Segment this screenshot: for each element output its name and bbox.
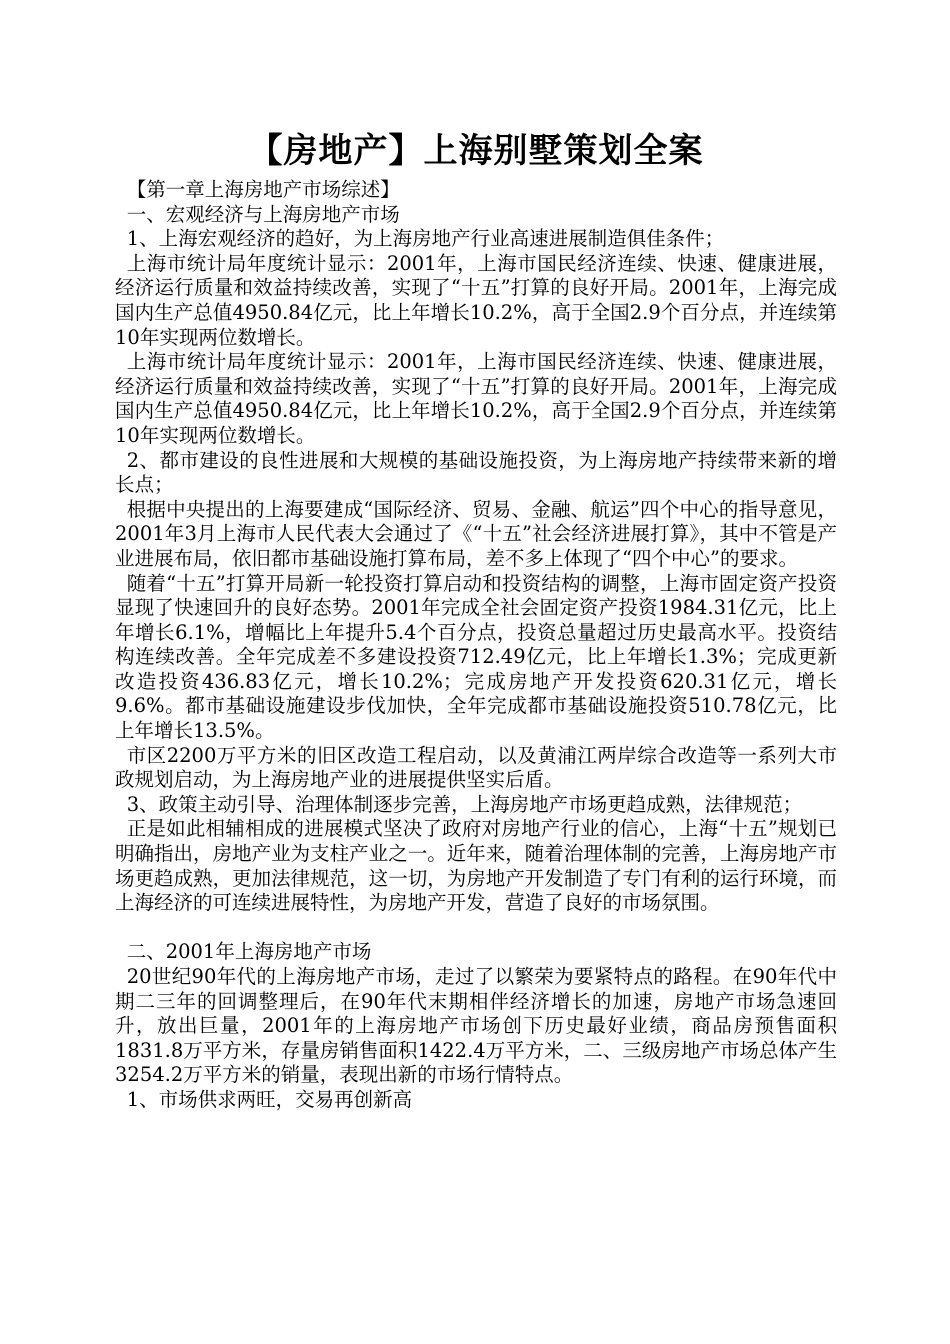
paragraph: 随着“十五”打算开局新一轮投资打算启动和投资结构的调整，上海市固定资产投资显现了快速回升的良好态势。2001年完成全社会固定资产投资1984.31亿元，比上年增长6.1%，增幅比上年提升5.4个百分点，投资总量超过历史最高水平。投资结构连续改善。全年完成差不多建设投资712.49亿元，比上年增长1.3%；完成更新改造投资436.83亿元，增长10.2%；完成房地产开发投资620.31亿元，增长9.6%。都市基础设施建设步伐加快，全年完成都市基础设施投资510.78亿元，比上年增长13.5%。 (115, 571, 837, 743)
item-heading: 1、上海宏观经济的趋好，为上海房地产行业高速进展制造俱佳条件； (126, 227, 725, 251)
item-heading: 2、都市建设的良性进展和大规模的基础设施投资，为上海房地产持续带来新的增长点； (115, 448, 837, 497)
paragraph: 20世纪90年代的上海房地产市场，走过了以繁荣为要紧特点的路程。在90年代中期二三年的回调整理后，在90年代末期相伴经济增长的加速，房地产市场急速回升，放出巨量，2001年的上海房地产市场创下历史最好业绩，商品房预售面积1831.8万平方米，存量房销售面积1422.4万平方米，二、三级房地产市场总体产生3254.2万平方米的销量，表现出新的市场行情特点。 (115, 965, 837, 1087)
item-heading: 1、市场供求两旺，交易再创新高 (126, 1087, 413, 1111)
item-heading: 3、政策主动引导、治理体制逐步完善，上海房地产市场更趋成熟，法律规范； (126, 792, 803, 816)
paragraph: 上海市统计局年度统计显示：2001年，上海市国民经济连续、快速、健康进展，经济运行质量和效益持续改善，实现了“十五”打算的良好开局。2001年，上海完成国内生产总值4950.84亿元，比上年增长10.2%，高于全国2.9个百分点，并连续第10年实现两位数增长。 (115, 251, 837, 349)
section-heading: 一、宏观经济与上海房地产市场 (126, 202, 400, 226)
paragraph: 根据中央提出的上海要建成“国际经济、贸易、金融、航运”四个中心的指导意见，2001年3月上海市人民代表大会通过了《“十五”社会经济进展打算》，其中不管是产业进展布局，依旧都市基础设施打算布局，差不多上体现了“四个中心”的要求。 (115, 497, 837, 570)
paragraph: 市区2200万平方米的旧区改造工程启动，以及黄浦江两岸综合改造等一系列大市政规划启动，为上海房地产业的进展提供坚实后盾。 (115, 743, 837, 792)
document-title: 【房地产】上海别墅策划全案 (248, 131, 704, 171)
blank-line (115, 916, 837, 941)
section-heading: 二、2001年上海房地产市场 (126, 940, 372, 964)
document-page (115, 128, 837, 1113)
chapter-heading: 【第一章上海房地产市场综述】 (126, 178, 400, 201)
paragraph: 上海市统计局年度统计显示：2001年，上海市国民经济连续、快速、健康进展，经济运行质量和效益持续改善，实现了“十五”打算的良好开局。2001年，上海完成国内生产总值4950.84亿元，比上年增长10.2%，高于全国2.9个百分点，并连续第10年实现两位数增长。 (115, 350, 837, 447)
paragraph: 正是如此相辅相成的进展模式坚决了政府对房地产行业的信心，上海“十五”规划已明确指出，房地产业为支柱产业之一。近年来，随着治理体制的完善，上海房地产市场更趋成熟，更加法律规范，这一切，为房地产开发制造了专门有利的运行环境，而上海经济的可连续进展特性，为房地产开发，营造了良好的市场氛围。 (115, 817, 837, 915)
